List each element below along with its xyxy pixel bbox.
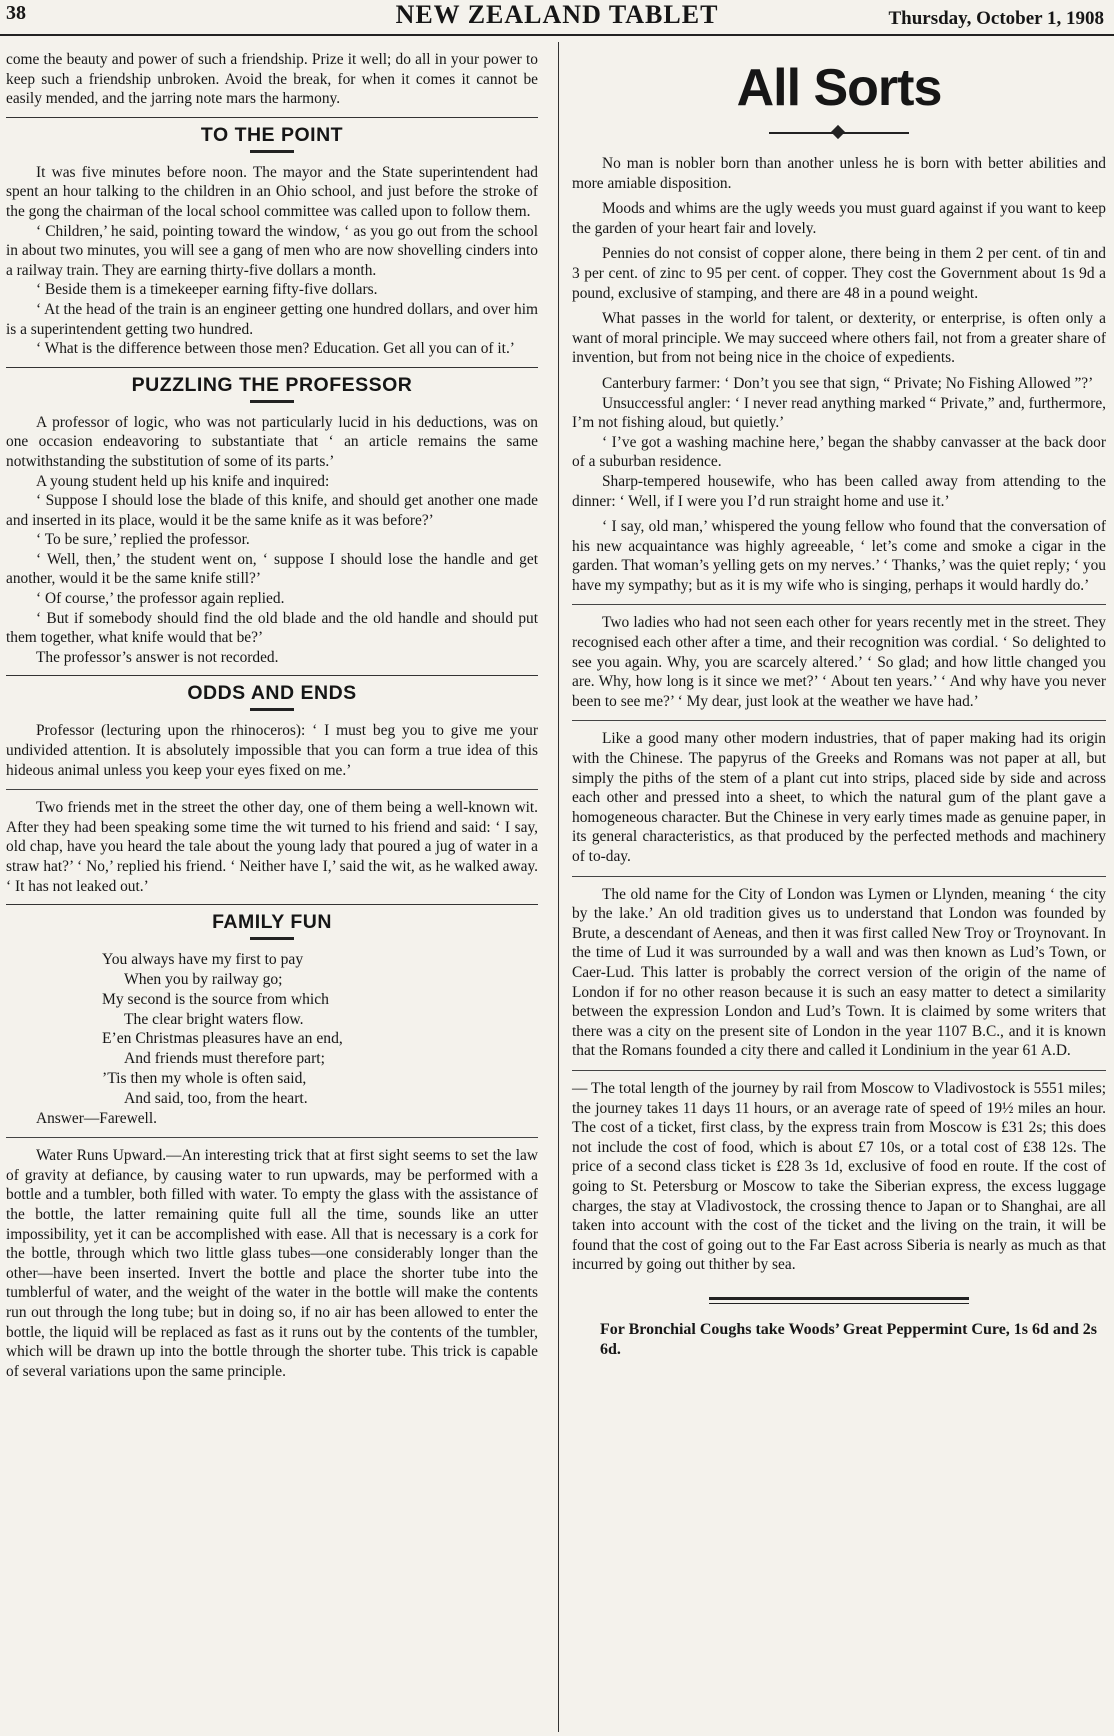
item-divider: [572, 1070, 1106, 1071]
page-number: 38: [6, 2, 26, 24]
paragraph: ‘ I say, old man,’ whispered the young fellow who found that the conversation of his new acquaintance was highly agreeable, ‘ let’s come and smoke a cigar in the garden. That woman’s yelling gets on my nerves.’ ‘ Thanks,’ was the quiet reply; ‘ you have my sympathy; but as it is my wife who is singing, perhaps it would hardly do.’: [572, 518, 1106, 594]
end-rule: [709, 1297, 969, 1304]
item-divider: [572, 604, 1106, 605]
paragraph: ‘ Of course,’ the professor again replied.: [36, 590, 285, 608]
poem-line: E’en Christmas pleasures have an end,: [102, 1030, 343, 1048]
right-column: [572, 50, 1106, 1360]
paragraph: Canterbury farmer: ‘ Don’t you see that sign, “ Private; No Fishing Allowed ”?’: [602, 374, 1094, 392]
item-divider: [572, 720, 1106, 721]
riddle-answer: Answer—Farewell.: [36, 1109, 157, 1127]
paragraph: It was five minutes before noon. The mayor and the State superintendent had spent an hour talking to the children in an Ohio school, and just before the stroke of the gong the chairman of the local school committee was called upon to follow them.: [6, 163, 538, 220]
paragraph: Water Runs Upward.—An interesting trick that at first sight seems to set the law of gravity at defiance, by causing water to run upwards, may be performed with a bottle and a tumbler, both filled with water. To empty the glass with the assistance of the bottle, the latter remaining quite full all the time, sounds like an utter impossibility, yet it can be accomplished with ease. All that is necessary is a cork for the bottle, through which two little glass tubes—one considerably longer than the other—have been inserted. Invert the bottle and place the shorter tube into the tumblerful of water, and the weight of the water in the bottle will make the contents run out through the long tube; but in doing so, if no air has been allowed to enter the bottle, the liquid will be replaced as fast as it runs out by the contents of the tumbler, which will be drawn up into the bottle through the shorter tube. This trick is capable of several variations upon the same principle.: [6, 1147, 538, 1380]
paragraph: The professor’s answer is not recorded.: [36, 648, 279, 666]
heading-rule: [250, 937, 294, 940]
advertisement: For Bronchial Coughs take Woods’ Great Peppermint Cure, 1s 6d and 2s 6d.: [600, 1320, 1097, 1358]
paragraph: — The total length of the journey by rail from Moscow to Vladivostock is 5551 miles; the journey takes 11 days 11 hours, or an average rate of speed of 19½ miles an hour. The cost of a ticket, first class, by the express train from Moscow is £31 2s; this does not include the cost of food, which is about £7 10s, or a total cost of £38 12s. The price of a second class ticket is £28 3s 1d, exclusive of food en route. If the cost of going to St. Petersburg or Moscow to take the Siberian express, the excess luggage charges, the stay at Vladivostock, the crossing thence to Japan or to Shanghai, are all taken into account with the cost of the ticket and the living on the train, it will be found that the cost of going out to the Far East across Siberia is nearly as much as that incurred by going out thither by sea.: [572, 1079, 1106, 1274]
heading-rule: [250, 400, 294, 403]
page-header: [0, 0, 1114, 36]
item-divider: [572, 876, 1106, 877]
paragraph: Two ladies who had not seen each other for years recently met in the street. They recognised each other after a time, and their recognition was cordial. ‘ So delighted to see you again. Why, you are scarcely altered.’ ‘ So glad; and how little changed you are. Why, how long is it since we met?’ ‘ About ten years.’ ‘ And why have you never been to see me?’ ‘ My dear, just look at the weather we have had.’: [572, 614, 1106, 710]
paragraph: Professor (lecturing upon the rhinoceros): ‘ I must beg you to give me your undivided attention. It is absolutely impossible that you can form a true idea of this hideous animal unless you keep your eyes fixed on me.’: [6, 722, 538, 779]
poem-line: And said, too, from the heart.: [124, 1089, 308, 1107]
paragraph: Like a good many other modern industries, that of paper making had its origin with the Chinese. The papyrus of the Greeks and Romans was not paper at all, but simply the piths of the stem of a plant cut into strips, placed side by side and across each other and pressed into a sheet, to which the natural gum of the plant gave a homogeneous character. But the Chinese in very early times made as genuine paper, in its general characteristics, as that produced by the perfected methods and machinery of to-day.: [572, 730, 1106, 865]
section-heading: PUZZLING THE PROFESSOR: [131, 373, 413, 396]
paragraph: ‘ Suppose I should lose the blade of this knife, and should get another one made and inserted in its place, would it be the same knife as it was before?’: [6, 492, 538, 529]
poem-line: ’Tis then my whole is often said,: [102, 1069, 307, 1087]
paragraph: Moods and whims are the ugly weeds you must guard against if you want to keep the garden of your heart fair and lovely.: [572, 200, 1106, 237]
paragraph: ‘ But if somebody should find the old blade and the old handle and should put them together, what knife would that be?’: [6, 609, 538, 647]
section-heading: TO THE POINT: [200, 123, 344, 146]
paragraph: Two friends met in the street the other day, one of them being a well-known wit. After they had been speaking some time the wit turned to his friend and said: ‘ I say, old chap, have you heard the tale about the young lady that poured a jug of water in a straw hat?’ ‘ No,’ replied his friend. ‘ Neither have I,’ said the wit, as he walked away. ‘ It has not leaked out.’: [6, 799, 538, 895]
heading-rule: [250, 708, 294, 711]
diamond-icon: [831, 125, 845, 139]
poem-line: The clear bright waters flow.: [124, 1010, 304, 1028]
paragraph: Pennies do not consist of copper alone, there being in them 2 per cent. of tin and 3 per cent. of zinc to 95 per cent. of copper. They cost the Government about 1s 9d a pound, exclusive of stamping, and there are 48 in a pound weight.: [572, 245, 1106, 302]
ornament-divider: [769, 126, 909, 140]
heading-rule: [250, 150, 294, 153]
paragraph: Sharp-tempered housewife, who has been called away from attending to the dinner: ‘ Well, if I were you I’d run straight home and use it.’: [572, 472, 1106, 510]
column-divider: [558, 42, 559, 1732]
poem-line: When you by railway go;: [124, 970, 283, 988]
item-divider: [6, 1137, 538, 1138]
item-divider: [6, 789, 538, 790]
paragraph: ‘ Beside them is a timekeeper earning fifty-five dollars.: [36, 281, 378, 299]
paragraph: The old name for the City of London was Lymen or Llynden, meaning ‘ the city by the lake.’ An old tradition gives us to understand that London was founded by Brute, a descendant of Aeneas, and then it was first called New Troy or Troynovant. In the time of Lud it was surrounded by a wall and was then known as Lud’s Town, or Caer-Lud. This latter is probably the correct version of the origin of the name of London if for no other reason because it is such an easy matter to detect a similarity between the expression London and Lud’s Town. It is claimed by some writers that there was a city on the present site of London in the year 1107 B.C., and it is known that the Romans founded a city there and called it Londinium in the year 61 A.D.: [572, 885, 1106, 1060]
poem-line: And friends must therefore part;: [124, 1050, 325, 1068]
section-family-fun: [6, 904, 538, 1381]
paragraph: A young student held up his knife and inquired:: [36, 472, 330, 490]
paragraph: ‘ At the head of the train is an engineer getting one hundred dollars, and over him is a superintendent getting two hundred.: [6, 300, 538, 338]
riddle-poem: [102, 950, 538, 1108]
poem-line: You always have my first to pay: [102, 951, 304, 969]
paragraph: Unsuccessful angler: ‘ I never read anything marked “ Private,” and, furthermore, I’m not fishing aloud, but quietly.’: [572, 394, 1106, 432]
issue-date: Thursday, October 1, 1908: [888, 8, 1104, 29]
paragraph: ‘ To be sure,’ replied the professor.: [36, 531, 250, 549]
paragraph: ‘ Children,’ he said, pointing toward the window, ‘ as you go out from the school in about two minutes, you will see a gang of men who are now shovelling cinders into a railway train. They are earning thirty-five dollars a month.: [6, 222, 538, 279]
paragraph: No man is nobler born than another unless he is born with better abilities and more amiable disposition.: [572, 155, 1106, 192]
poem-line: My second is the source from which: [102, 990, 329, 1008]
section-puzzling-the-professor: [6, 367, 538, 668]
paragraph: ‘ Well, then,’ the student went on, ‘ suppose I should lose the handle and get another, would it be the same knife still?’: [6, 550, 538, 588]
paragraph: ‘ What is the difference between those men? Education. Get all you can of it.’: [36, 340, 515, 358]
paragraph: What passes in the world for talent, or dexterity, or enterprise, is often only a want of moral principle. We may succeed where others fail, not from a greater share of invention, but from not being nice in the choice of expedients.: [572, 310, 1106, 367]
all-sorts-heading: All Sorts: [736, 59, 942, 117]
left-column: [6, 50, 538, 1381]
intro-paragraph: come the beauty and power of such a friendship. Prize it well; do all in your power to keep such a friendship unbroken. Avoid the break, for when it comes it cannot be easily mended, and the jarring note mars the harmony.: [6, 51, 538, 108]
publication-title: NEW ZEALAND TABLET: [395, 0, 719, 29]
section-odds-and-ends: [6, 675, 538, 896]
paragraph: ‘ I’ve got a washing machine here,’ began the shabby canvasser at the back door of a suburban residence.: [572, 433, 1106, 471]
section-to-the-point: [6, 117, 538, 359]
section-heading: FAMILY FUN: [212, 911, 332, 934]
paragraph: A professor of logic, who was not particularly lucid in his deductions, was on one occasion endeavoring to substantiate that ‘ an article remains the same notwithstanding the substitution of some of its parts.’: [6, 413, 538, 470]
section-heading: ODDS AND ENDS: [187, 682, 357, 705]
